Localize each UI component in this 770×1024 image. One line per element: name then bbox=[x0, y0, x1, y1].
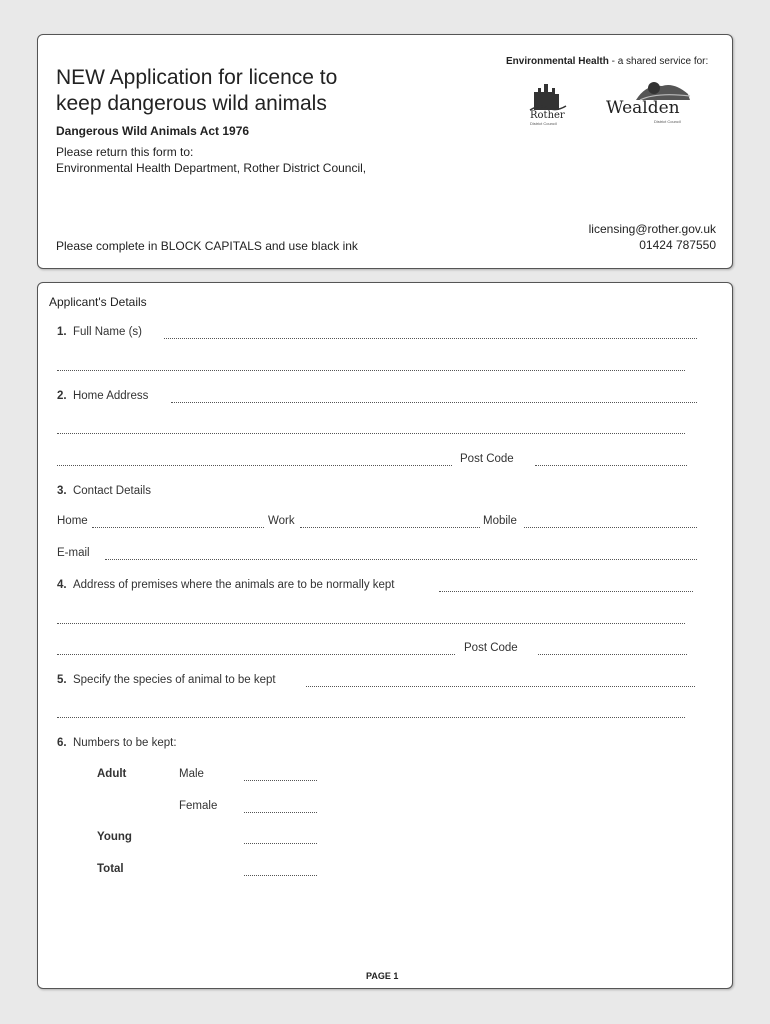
castle-icon bbox=[526, 80, 570, 112]
q5-label bbox=[57, 674, 276, 686]
home-address-field-line-3[interactable] bbox=[57, 465, 452, 466]
q4-number: 4. bbox=[57, 579, 67, 591]
female-label: Female bbox=[179, 800, 218, 812]
section-title: Applicant's Details bbox=[49, 295, 147, 309]
service-tagline: - a shared service for: bbox=[608, 56, 709, 67]
email-field[interactable] bbox=[105, 559, 697, 560]
q2-text: Home Address bbox=[72, 390, 149, 402]
return-address: Environmental Health Department, Rother District Council, bbox=[56, 161, 367, 175]
rother-logo bbox=[526, 80, 570, 126]
home-phone-field[interactable] bbox=[92, 527, 264, 528]
email-label: E-mail bbox=[57, 547, 90, 559]
full-name-field-line-2[interactable] bbox=[57, 370, 685, 371]
q6-label bbox=[57, 737, 177, 749]
young-label: Young bbox=[97, 831, 132, 843]
form-title-line-2: keep dangerous wild animals bbox=[56, 92, 327, 115]
form-title-line-1: NEW Application for licence to bbox=[56, 66, 338, 89]
shared-service-line bbox=[506, 56, 708, 67]
page-number: PAGE 1 bbox=[366, 971, 399, 981]
home-address-field-line-2[interactable] bbox=[57, 433, 685, 434]
mobile-phone-label: Mobile bbox=[483, 515, 517, 527]
rother-subtitle: District Council bbox=[530, 121, 557, 126]
contact-email: licensing@rother.gov.uk bbox=[588, 222, 716, 236]
applicant-details-panel bbox=[37, 282, 733, 989]
total-label: Total bbox=[97, 863, 124, 875]
q1-label bbox=[57, 326, 142, 338]
wealden-logo bbox=[606, 80, 696, 126]
adult-female-count-field[interactable] bbox=[244, 812, 317, 813]
total-count-field[interactable] bbox=[244, 875, 317, 876]
q4-label bbox=[57, 579, 395, 591]
q6-number: 6. bbox=[57, 737, 67, 749]
completion-instructions: Please complete in BLOCK CAPITALS and use black ink bbox=[56, 239, 358, 253]
q1-text: Full Name (s) bbox=[72, 326, 142, 338]
service-name: Environmental Health bbox=[506, 56, 609, 67]
header-panel bbox=[37, 34, 733, 269]
full-name-field[interactable] bbox=[164, 338, 697, 339]
premises-postcode-field[interactable] bbox=[538, 654, 687, 655]
return-instruction: Please return this form to: bbox=[56, 145, 194, 159]
q2-label bbox=[57, 390, 148, 402]
species-field-line-2[interactable] bbox=[57, 717, 685, 718]
q1-number: 1. bbox=[57, 326, 67, 338]
male-label: Male bbox=[179, 768, 204, 780]
q2-number: 2. bbox=[57, 390, 67, 402]
q3-text: Contact Details bbox=[72, 485, 151, 497]
premises-address-field-line-3[interactable] bbox=[57, 654, 455, 655]
q4-text: Address of premises where the animals are to be normally kept bbox=[72, 579, 395, 591]
home-phone-label: Home bbox=[57, 515, 88, 527]
young-count-field[interactable] bbox=[244, 843, 317, 844]
premises-postcode-label: Post Code bbox=[464, 642, 518, 654]
home-postcode-label: Post Code bbox=[460, 453, 514, 465]
q5-text: Specify the species of animal to be kept bbox=[72, 674, 276, 686]
work-phone-label: Work bbox=[268, 515, 295, 527]
act-subtitle: Dangerous Wild Animals Act 1976 bbox=[56, 124, 250, 138]
rother-name: Rother bbox=[530, 110, 565, 121]
wealden-subtitle: District Council bbox=[654, 119, 681, 124]
adult-label: Adult bbox=[97, 768, 127, 780]
q6-text: Numbers to be kept: bbox=[72, 737, 177, 749]
q3-number: 3. bbox=[57, 485, 67, 497]
mobile-phone-field[interactable] bbox=[524, 527, 697, 528]
wealden-name: Wealden bbox=[606, 98, 680, 118]
q5-number: 5. bbox=[57, 674, 67, 686]
home-address-field[interactable] bbox=[171, 402, 697, 403]
q3-label bbox=[57, 485, 151, 497]
work-phone-field[interactable] bbox=[300, 527, 480, 528]
premises-address-field[interactable] bbox=[439, 591, 693, 592]
adult-male-count-field[interactable] bbox=[244, 780, 317, 781]
home-postcode-field[interactable] bbox=[535, 465, 687, 466]
species-field[interactable] bbox=[306, 686, 695, 687]
premises-address-field-line-2[interactable] bbox=[57, 623, 685, 624]
contact-phone: 01424 787550 bbox=[639, 238, 716, 252]
